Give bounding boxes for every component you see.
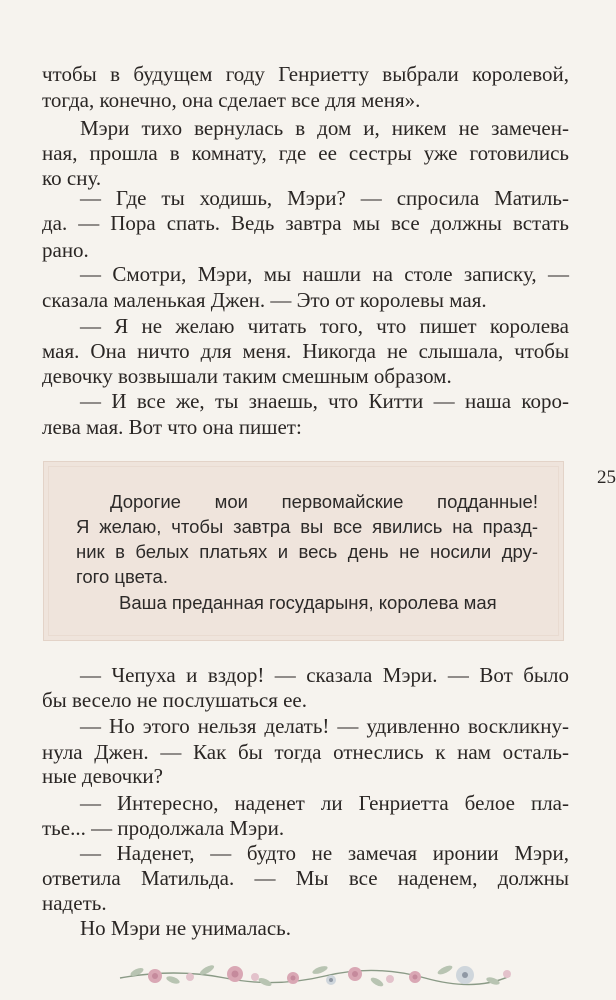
text-line: ответила Матильда. — Мы все наденем, должны: [42, 866, 569, 890]
text-line: рано.: [42, 238, 89, 262]
text-line: ная, прошла в комнату, где ее сестры уже готовились: [42, 141, 569, 165]
text-line: — Но этого нельзя делать! — удивленно воскликну-: [80, 714, 569, 738]
letter-line: гого цвета.: [76, 566, 168, 587]
letter-line: Я желаю, чтобы завтра вы все явились на празд-: [76, 516, 538, 537]
text-line: — Интересно, наденет ли Генриетта белое пла-: [80, 791, 569, 815]
text-line: чтобы в будущем году Генриетту выбрали королевой,: [42, 62, 569, 86]
text-line: — Смотри, Мэри, мы нашли на столе записку, —: [80, 262, 569, 286]
page-number: 25: [597, 467, 616, 488]
text-line: — Чепуха и вздор! — сказала Мэри. — Вот было: [80, 663, 569, 687]
text-line: — Наденет, — будто не замечая иронии Мэри,: [80, 841, 569, 865]
letter-signature: Ваша преданная государыня, королева мая: [119, 592, 497, 613]
text-line: тогда, конечно, она сделает все для меня».: [42, 88, 421, 112]
text-line: да. — Пора спать. Ведь завтра мы все должны встать: [42, 211, 569, 235]
text-line: бы весело не послушаться ее.: [42, 688, 308, 712]
text-line: нула Джен. — Как бы тогда отнеслись к нам осталь-: [42, 740, 569, 764]
text-line: — И все же, ты знаешь, что Китти — наша коро-: [80, 389, 569, 413]
text-line: Мэри тихо вернулась в дом и, никем не замечен-: [80, 116, 569, 140]
text-line: — Где ты ходишь, Мэри? — спросила Матиль-: [80, 186, 569, 210]
text-line: тье... — продолжала Мэри.: [42, 816, 285, 840]
text-line: девочку возвышали таким смешным образом.: [42, 364, 452, 388]
letter-line: ник в белых платьях и весь день не носили дру-: [76, 541, 538, 562]
letter-line: Дорогие мои первомайские подданные!: [110, 491, 538, 512]
text-line: Но Мэри не унималась.: [80, 916, 291, 940]
text-line: надеть.: [42, 891, 107, 915]
text-line: ные девочки?: [42, 764, 163, 788]
text-line: лева мая. Вот что она пишет:: [42, 415, 302, 439]
text-line: мая. Она ничто для меня. Никогда не слышала, чтобы: [42, 339, 569, 363]
text-line: — Я не желаю читать того, что пишет королева: [80, 314, 569, 338]
floral-ornament-icon: [115, 950, 515, 1000]
text-line: ко сну.: [42, 166, 102, 190]
text-line: сказала маленькая Джен. — Это от королевы мая.: [42, 288, 487, 312]
